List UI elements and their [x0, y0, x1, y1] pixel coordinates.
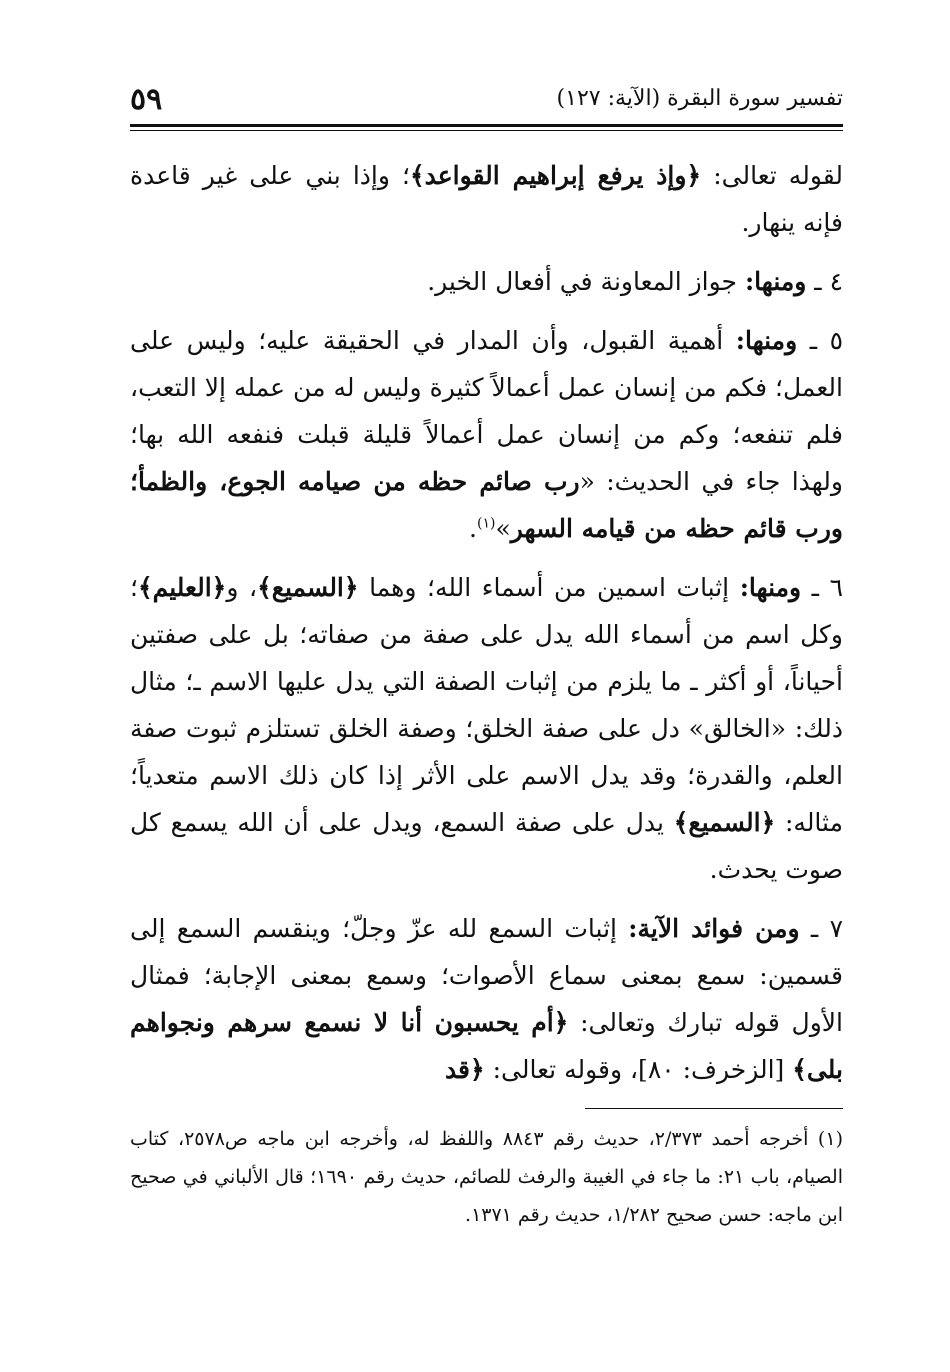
footnote-text: (١) أخرجه أحمد ٢/٣٧٣، حديث رقم ٨٨٤٣ واللفظ له، وأخرجه ابن ماجه ص٢٥٧٨، كتاب الصيام، باب ٢١: ما جاء في الغيبة والرفث للصائم، حديث رقم ١٦٩٠؛ قال الألباني في صحيح ابن ماجه: حسن صحيح ١/٢٨٢، حديث رقم ١٣٧١.	[130, 1128, 843, 1226]
footnote-rule	[585, 1108, 843, 1109]
footnote-marker: (١)	[476, 515, 496, 532]
text: لقوله تعالى:	[701, 161, 844, 190]
body-text	[130, 152, 843, 1105]
item-heading: ومنها:	[744, 267, 807, 296]
running-title: تفسير سورة البقرة (الآية: ١٢٧)	[556, 86, 843, 111]
header-rule	[130, 124, 843, 131]
text: ؛ وكل اسم من أسماء الله يدل على صفة من صفاته؛ بل على صفتين أحياناً، أو أكثر ـ ما يلزم من إثبات الصفة التي يدل عليها الاسم ـ؛ مثال ذلك: «الخالق» دل على صفة الخلق؛ وصفة الخلق تستلزم ثبوت صفة العلم، والقدرة؛ وقد يدل الاسم على الأثر إذا كان ذلك الاسم متعدياً؛ مثاله:	[130, 573, 843, 837]
quran-word: ﴿السميع﴾	[257, 573, 359, 602]
paragraph-benefit-4	[130, 258, 843, 305]
item-number: ٦ ـ	[801, 573, 843, 602]
item-number: ٤ ـ	[806, 267, 843, 296]
quran-verse: ﴿وإذ يرفع إبراهيم القواعد﴾	[409, 161, 702, 190]
text: جواز المعاونة في أفعال الخير.	[427, 267, 745, 296]
quran-word: ﴿السميع﴾	[673, 808, 776, 837]
footnote	[130, 1120, 843, 1234]
item-heading: ومنها:	[739, 573, 802, 602]
paragraph-continuation	[130, 152, 843, 246]
paragraph-benefit-5	[130, 317, 843, 552]
paragraph-benefit-7	[130, 905, 843, 1093]
page-header	[130, 82, 843, 122]
item-heading: ومنها:	[735, 326, 798, 355]
item-number: ٧ ـ	[799, 914, 843, 943]
text: إثبات السمع لله عزّ وجلّ؛ وينقسم السمع إلى قسمين: سمع بمعنى سماع الأصوات؛ وسمع بمعنى الإجابة؛ فمثال الأول قوله تبارك وتعالى:	[130, 914, 843, 1037]
quran-word: ﴿العليم﴾	[137, 573, 227, 602]
item-number: ٥ ـ	[797, 326, 843, 355]
text: »	[495, 514, 511, 543]
item-heading: ومن فوائد الآية:	[628, 914, 800, 943]
text: إثبات اسمين من أسماء الله؛ وهما	[358, 573, 740, 602]
text: ، و	[226, 573, 258, 602]
text: أهمية القبول، وأن المدار في الحقيقة عليه؛ وليس على العمل؛ فكم من إنسان عمل أعمالاً كثيرة وليس له من عمله إلا التعب، فلم تنفعه؛ وكم من إنسان عمل أعمالاً قليلة قبلت فنفعه الله بها؛ ولهذا جاء في الحديث: «	[130, 326, 843, 496]
hadith-quote: رب صائم حظه من صيامه الجوع، والظمأ؛ ورب قائم حظه من قيامه السهر	[130, 467, 843, 543]
quran-verse: ﴿قد	[444, 1055, 485, 1084]
text: .	[469, 514, 477, 543]
paragraph-benefit-6	[130, 564, 843, 893]
text: [الزخرف: ٨٠]، وقوله تعالى:	[484, 1055, 793, 1084]
text: ؛ وإذا بني على غير قاعدة فإنه ينهار.	[130, 161, 843, 237]
text: يدل على صفة السمع، ويدل على أن الله يسمع كل صوت يحدث.	[130, 808, 843, 884]
quran-verse: ﴿أم يحسبون أنا لا نسمع سرهم ونجواهم بلى﴾	[130, 1008, 843, 1084]
page-number: ٥٩	[130, 82, 163, 117]
